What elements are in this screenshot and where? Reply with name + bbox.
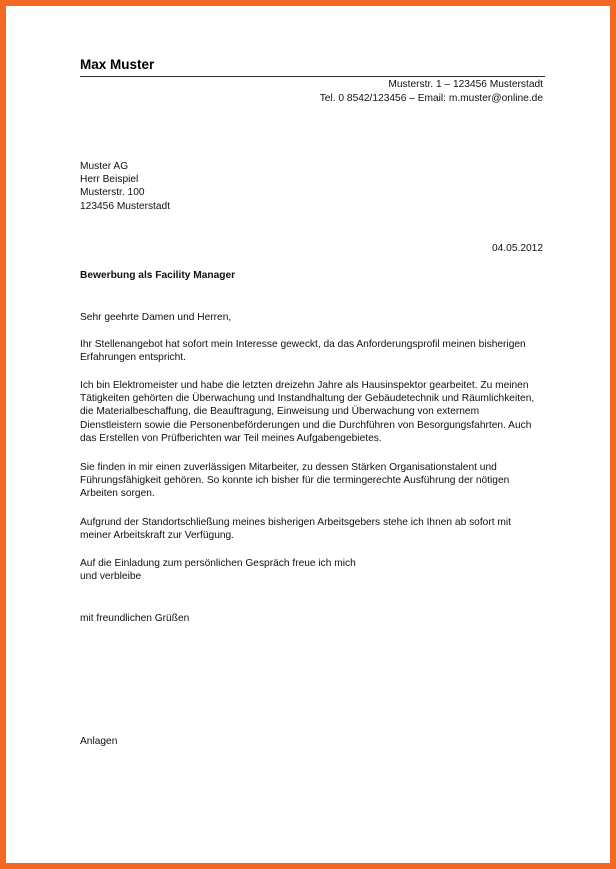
paragraph-line: Aufgrund der Standortschließung meines bisherigen Arbeitsgebers stehe ich Ihnen ab sofort mit [80, 517, 511, 528]
paragraph-line: Arbeiten sorgen. [80, 488, 155, 500]
closing-text: mit freundlichen Grüßen [80, 613, 190, 624]
sender-contact: Tel. 0 8542/123456 – Email: m.muster@online.de [319, 93, 543, 104]
paragraph-5 [80, 557, 550, 583]
recipient-line: 123456 Musterstadt [80, 200, 171, 212]
paragraph-line: Ihr Stellenangebot hat sofort mein Interesse geweckt, da das Anforderungsprofil meinen bisherigen [80, 339, 526, 350]
paragraph-2 [80, 379, 550, 445]
salutation-text: Sehr geehrte Damen und Herren, [80, 312, 232, 323]
recipient-line: Musterstr. 100 [80, 187, 145, 199]
paragraph-line: Führungsfähigkeit gehören. So konnte ich bisher für die termingerechte Ausführung der nötigen [80, 475, 510, 487]
recipient-line: Herr Beispiel [80, 174, 139, 186]
recipient-address [80, 160, 170, 213]
letter-page [6, 6, 610, 863]
paragraph-line: Tätigkeiten gehörten die Überwachung und Instandhaltung der Gebäudetechnik und Räumlichkeiten, [80, 393, 535, 405]
letter-subject: Bewerbung als Facility Manager [80, 270, 236, 281]
header-rule [80, 76, 545, 77]
paragraph-3 [80, 461, 550, 501]
paragraph-line: meiner Arbeitskraft zur Verfügung. [80, 530, 235, 542]
enclosure-text: Anlagen [80, 736, 118, 747]
sender-address: Musterstr. 1 – 123456 Musterstadt [388, 79, 543, 90]
paragraph-line: Erfahrungen entspricht. [80, 352, 186, 364]
enclosure [80, 735, 550, 748]
paragraph-line: Ich bin Elektromeister und habe die letzten dreizehn Jahre als Hausinspektor gearbeitet. Zu meinen [80, 380, 529, 391]
recipient-line: Muster AG [80, 161, 129, 172]
paragraph-line: Sie finden in mir einen zuverlässigen Mitarbeiter, zu dessen Stärken Organisationstalent und [80, 462, 497, 473]
salutation [80, 311, 550, 324]
letter-date: 04.05.2012 [492, 243, 543, 254]
paragraph-4 [80, 516, 550, 542]
paragraph-line: Auf die Einladung zum persönlichen Gespräch freue ich mich [80, 558, 356, 569]
paragraph-line: und verbleibe [80, 571, 142, 583]
sender-name: Max Muster [80, 57, 155, 72]
closing [80, 612, 550, 625]
paragraph-line: die Materialbeschaffung, die Beauftragung, Einweisung und Überwachung von externem [80, 406, 480, 418]
paragraph-line: Dienstleistern sowie die Personenbeförderungen und die Durchführen von Besorgungsfahrten. Auch [80, 419, 532, 431]
paragraph-1 [80, 338, 550, 364]
paragraph-line: das Erstellen von Prüfberichten war Teil meines Aufgabengebietes. [80, 432, 382, 444]
